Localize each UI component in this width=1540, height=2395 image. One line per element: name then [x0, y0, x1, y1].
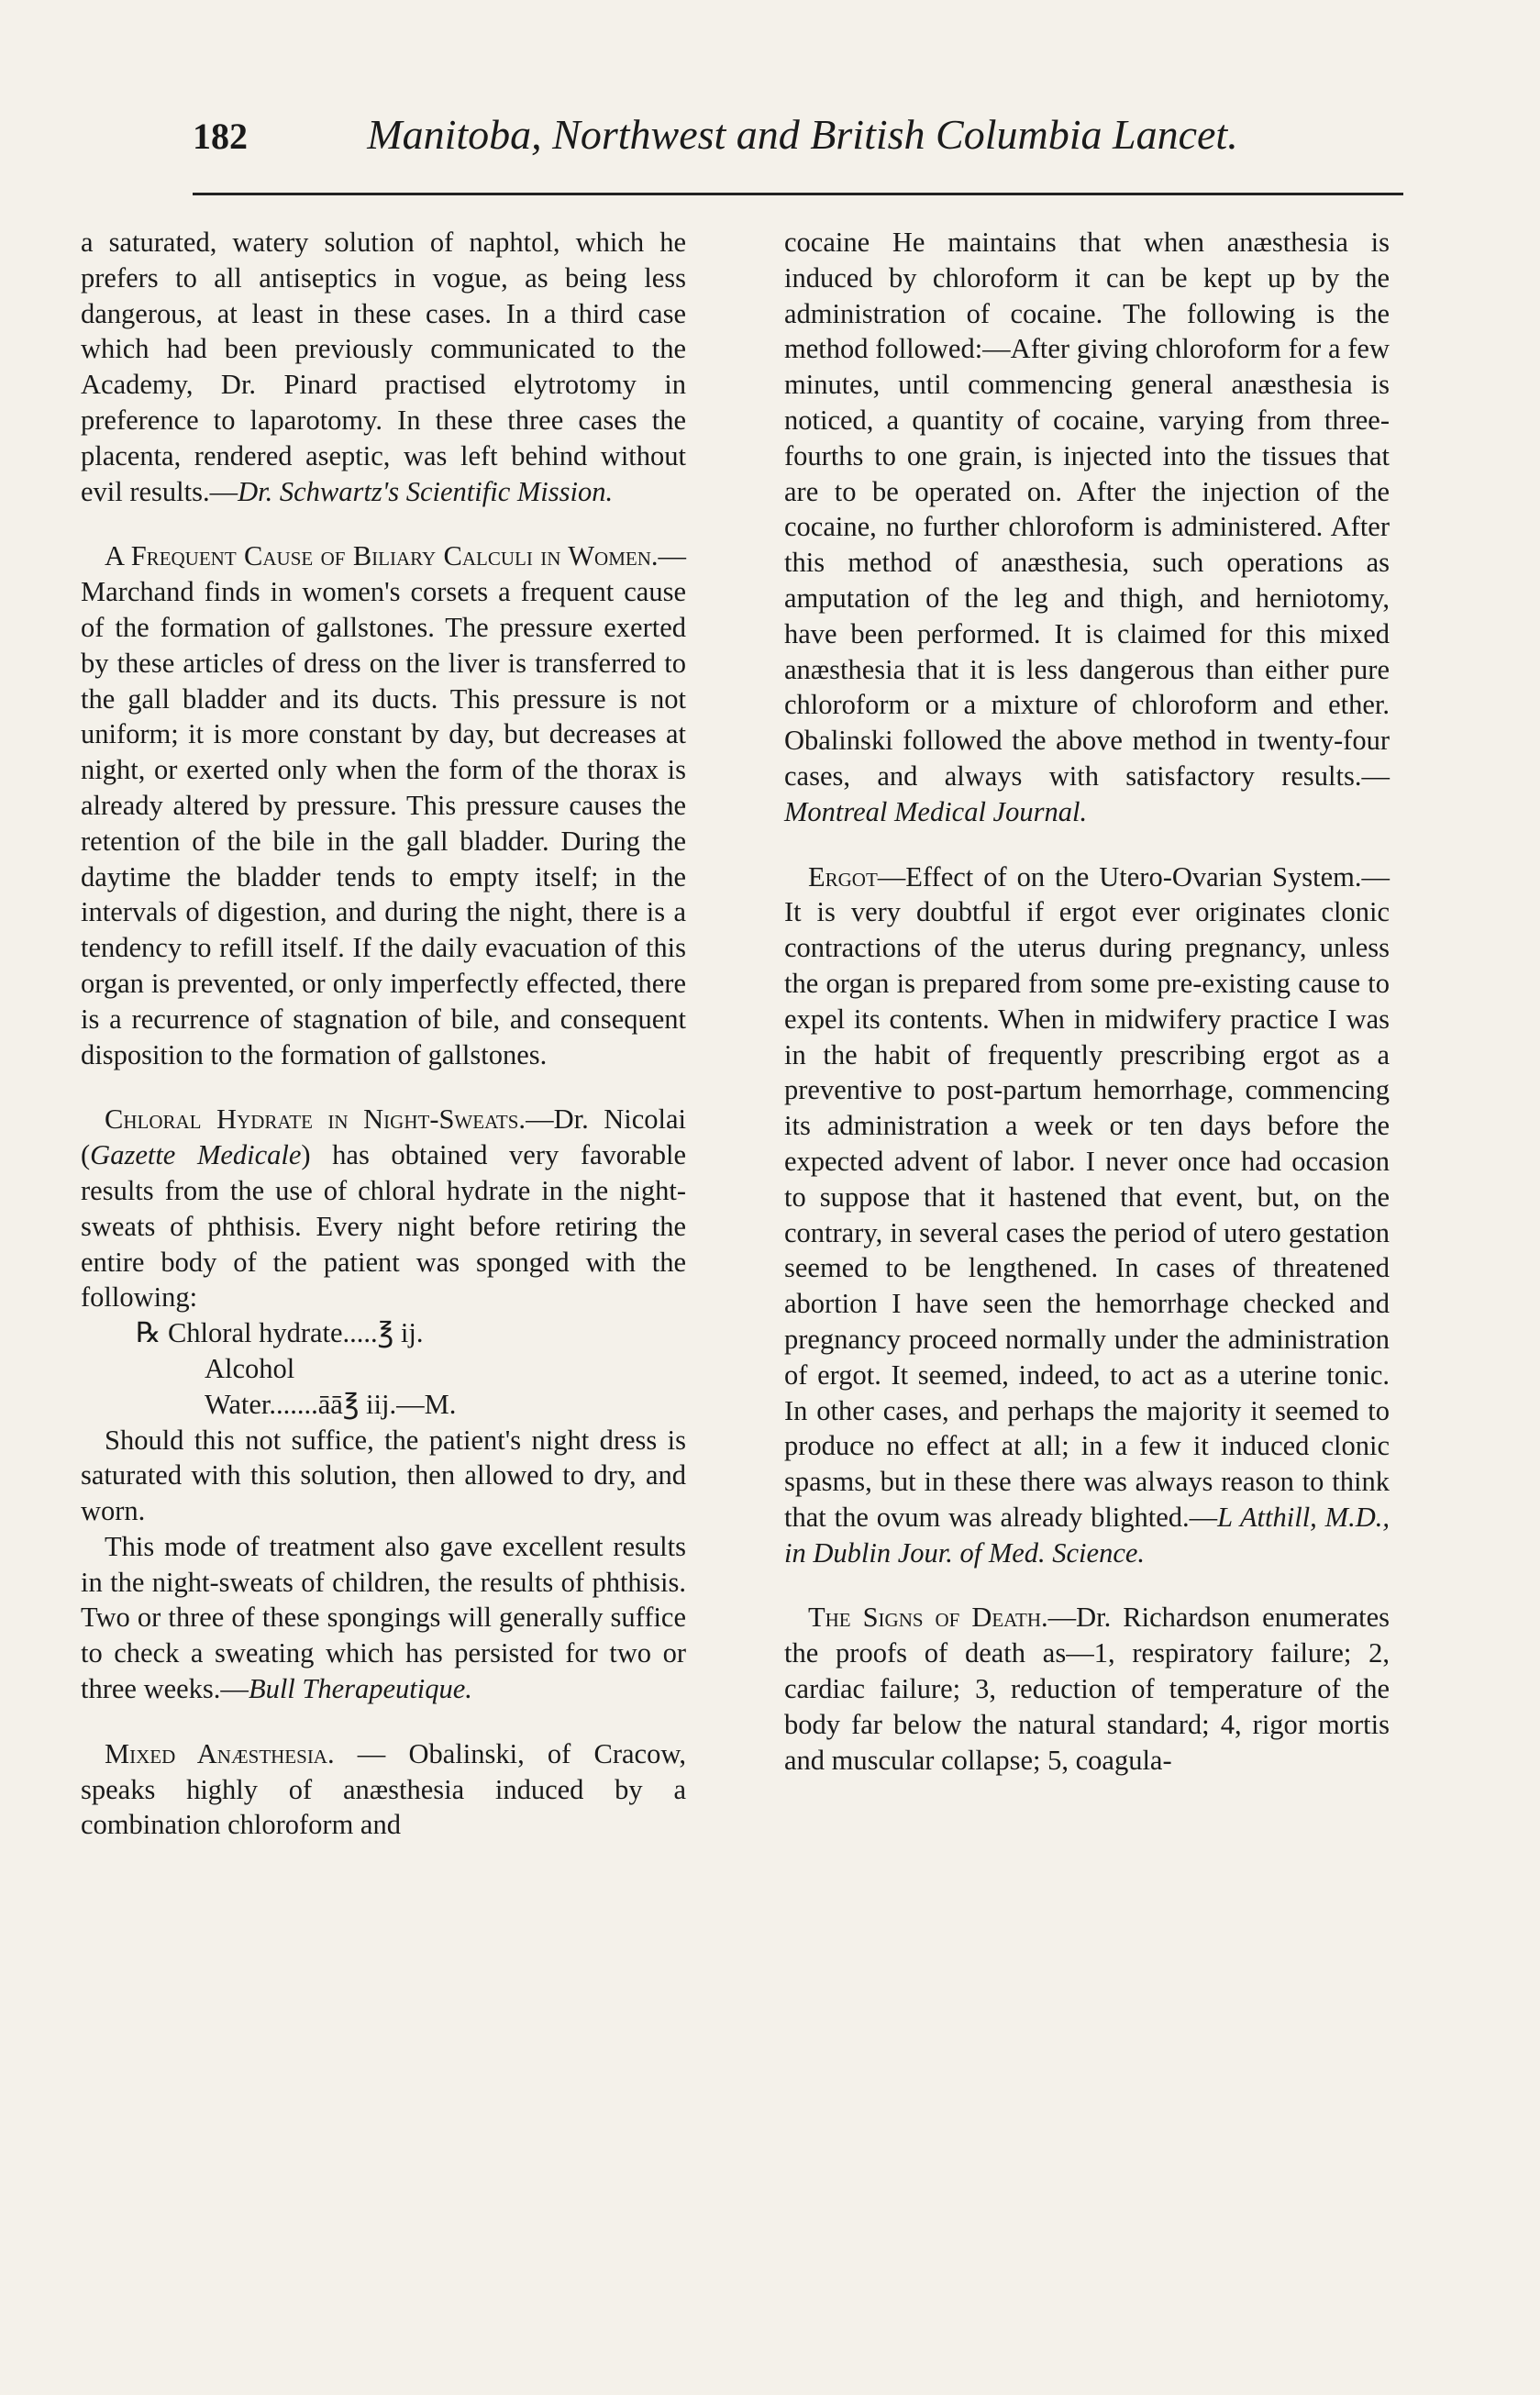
page-number: 182	[193, 116, 248, 157]
source-citation: Dr. Schwartz's Scientific Mission.	[238, 475, 614, 507]
prescription-line: ℞ Chloral hydrate.....℥ ij.	[136, 1317, 424, 1349]
running-head	[193, 110, 1403, 165]
paragraph-children	[81, 1529, 686, 1707]
paragraph-cocaine	[784, 225, 1390, 830]
article-text: —Marchand finds in women's corsets a frequent cause of the formation of gallstones. The pressure exerted by these articles of dress on the liver is transferred to the gall bladder and its ducts. This pressure is not uniform; it is more constant by day, but decreases at night, or exerted only when the form of the thorax is already altered by pressure. This pressure causes the retention of the bile in the gall bladder. During the daytime the bladder tends to empty itself; in the intervals of digestion, and during the night, there is a tendency to refill itself. If the daily evacuation of this organ is prevented, or only imperfectly effected, there is a recurrence of stagnation of bile, and consequent disposition to the formation of gallstones.	[81, 540, 686, 1070]
right-column	[784, 225, 1390, 1778]
paragraph-text: This mode of treatment also gave excellent results in the night-sweats of children, the results of phthisis. Two or three of these spongings will generally suffice to check a sweating which has persisted for two or three weeks.—	[81, 1530, 686, 1705]
source-citation: Bull Therapeutique.	[248, 1673, 472, 1705]
article-text: ) has obtained very favorable results from the use of chloral hydrate in the night-sweats of phthisis. Every night before retiring the entire body of the patient was sponged with the following:	[81, 1139, 687, 1314]
article-text: —Effect of on the Utero-Ovarian System.—It is very doubtful if ergot ever originates clonic contractions of the uterus during pregnancy, unless the organ is prepared from some pre-existing cause to expel its contents. When in midwifery practice I was in the habit of frequently prescribing ergot as a preventive to post-partum hemorrhage, commencing its administration a week or ten days before the expected advent of labor. I never once had occasion to suppose that it hastened that event, but, on the contrary, in several cases the period of utero gestation seemed to be lengthened. In cases of threatened abortion I have seen the hemorrhage checked and pregnancy proceed normally under the administration of ergot. It seemed, indeed, to act as a uterine tonic. In other cases, and perhaps the majority it seemed to produce no effect at all; in a few it induced clonic spasms, but in these there was always reason to think that the ovum was already blighted.—	[784, 860, 1390, 1533]
left-column	[81, 225, 686, 1843]
prescription-line: Alcohol	[205, 1352, 295, 1384]
article-mixed-anaesthesia	[81, 1736, 686, 1843]
source-citation: Montreal Medical Journal.	[784, 795, 1088, 827]
journal-title: Manitoba, Northwest and British Columbia Lancet.	[367, 111, 1238, 158]
paragraph-text: cocaine He maintains that when anæsthesia is induced by chloroform it can be kept up by the administration of cocaine. The following is the method followed:—After giving chloroform for a few minutes, until commencing general anæsthesia is noticed, a quantity of cocaine, varying from three-fourths to one grain, is injected into the tissues that are to be operated on. After the injection of the cocaine, no further chloroform is administered. After this method of anæsthesia, such operations as amputation of the leg and thigh, and herniotomy, have been performed. It is claimed for this mixed anæsthesia that it is less dangerous than either pure chloroform or a mixture of chloroform and ether. Obalinski followed the above method in twenty-four cases, and always with satisfactory results.—	[784, 227, 1390, 792]
article-heading: A Frequent Cause of Biliary Calculi in Women.	[105, 540, 659, 572]
article-text: —Dr. Richardson enumerates the proofs of death as—1, respiratory failure; 2, cardiac failure; 3, reduction of temperature of the body far below the natural standard; 4, rigor mortis and muscular collapse; 5, coagula-	[784, 1602, 1390, 1776]
article-chloral-hydrate	[81, 1102, 686, 1315]
article-heading: Mixed Anæsthesia.	[105, 1737, 335, 1769]
article-heading: The Signs of Death.	[808, 1602, 1048, 1634]
paragraph-text: a saturated, watery solution of naphtol, which he prefers to all antiseptics in vogue, as being less dangerous, at least in these cases. In a third case which had been previously communicated to the Academy, Dr. Pinard practised elytrotomy in preference to laparotomy. In these three cases the placenta, rendered aseptic, was left behind without evil results.—	[81, 227, 686, 507]
article-text: — Obalinski, of Cracow, speaks highly of anæsthesia induced by a combination chloroform and	[81, 1737, 686, 1841]
paragraph-placenta	[81, 225, 686, 509]
header-rule	[193, 193, 1403, 195]
article-text: —Dr. Nicolai (	[81, 1103, 686, 1171]
article-biliary-calculi	[81, 538, 686, 1072]
article-heading: Chloral Hydrate in Night-Sweats.	[105, 1103, 526, 1136]
source-citation: L Atthill, M.D., in Dublin Jour. of Med. Science.	[784, 1501, 1390, 1569]
article-heading: Ergot	[808, 860, 878, 893]
article-signs-of-death	[784, 1600, 1390, 1778]
article-ergot	[784, 859, 1390, 1571]
prescription-line: Water.......āā℥ iij.—M.	[205, 1388, 457, 1420]
source-citation: Gazette Medicale	[90, 1139, 302, 1171]
paragraph-text: Should this not suffice, the patient's night dress is saturated with this solution, then allowed to dry, and worn.	[81, 1424, 686, 1527]
